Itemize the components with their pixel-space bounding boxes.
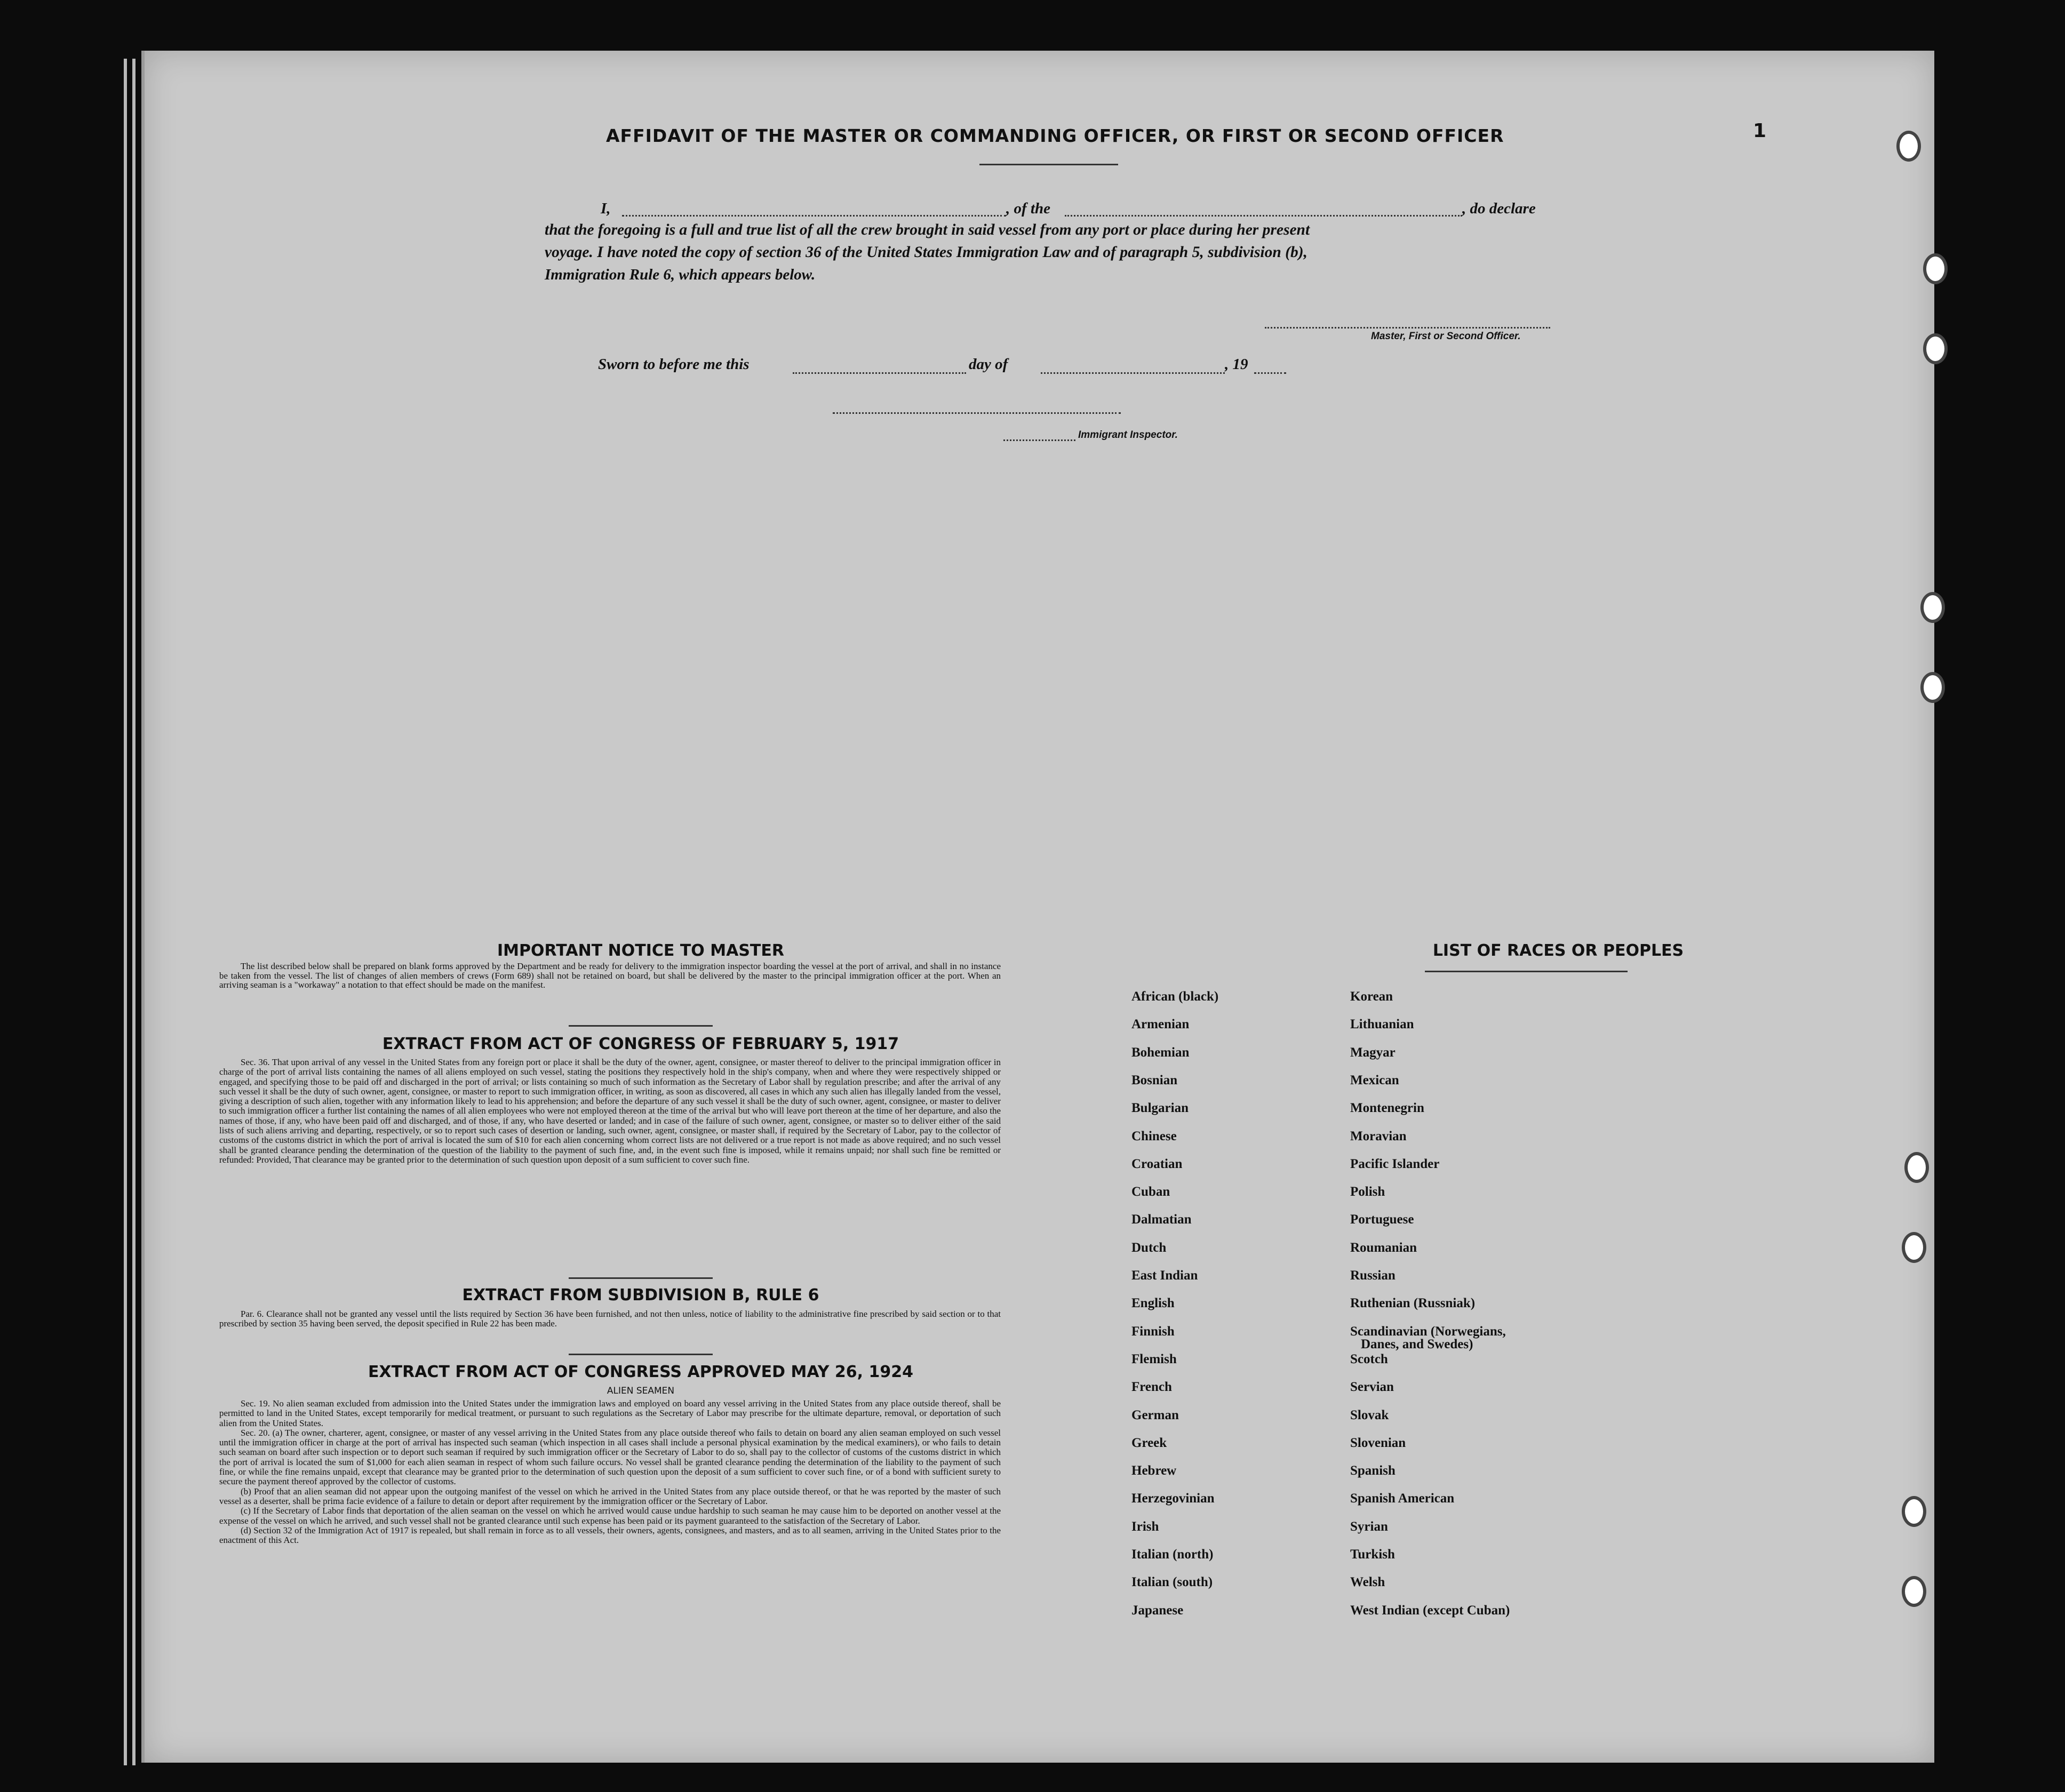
race-item: Scotch <box>1350 1351 1388 1366</box>
race-item: Pacific Islander <box>1350 1156 1440 1171</box>
document-page <box>141 51 1934 1763</box>
affidavit-line-4: Immigration Rule 6, which appears below. <box>545 266 816 283</box>
affidavit-line-2: that the foregoing is a full and true list of all the crew brought in said vessel from any port or place during her present <box>545 221 1310 238</box>
race-item: Japanese <box>1131 1603 1184 1618</box>
binder-hole <box>1920 592 1945 623</box>
year-label: , 19 <box>1225 356 1248 373</box>
race-item: Slovak <box>1350 1407 1389 1422</box>
race-item: Moravian <box>1350 1129 1407 1143</box>
month-blank <box>1041 372 1225 374</box>
race-item: Italian (north) <box>1131 1547 1214 1562</box>
binder-hole <box>1896 131 1921 162</box>
races-title-underline <box>1425 971 1628 972</box>
binder-hole <box>1902 1576 1926 1607</box>
race-item: Scandinavian (Norwegians, <box>1350 1324 1506 1339</box>
race-item: German <box>1131 1407 1179 1422</box>
race-item: Croatian <box>1131 1156 1183 1171</box>
binder-hole <box>1923 253 1948 284</box>
inspector-name-blank <box>1003 439 1075 441</box>
race-item: Montenegrin <box>1350 1101 1424 1116</box>
race-item: African (black) <box>1131 989 1219 1004</box>
divider <box>569 1354 713 1355</box>
affidavit-title: AFFIDAVIT OF THE MASTER OR COMMANDING OFFICER, OR FIRST OR SECOND OFFICER <box>606 125 1504 146</box>
race-item: Irish <box>1131 1519 1159 1534</box>
master-signature-line <box>1265 327 1550 329</box>
race-item: Bosnian <box>1131 1073 1178 1087</box>
race-item: Bohemian <box>1131 1045 1190 1060</box>
inspector-signature-line <box>833 412 1121 414</box>
binder-hole <box>1902 1496 1926 1527</box>
race-item: Hebrew <box>1131 1463 1177 1478</box>
year-blank <box>1254 372 1286 374</box>
sworn-day-blank <box>793 372 966 374</box>
extract-1917-title: EXTRACT FROM ACT OF CONGRESS OF FEBRUARY 5, 1917 <box>382 1035 899 1053</box>
page-edge <box>124 59 127 1765</box>
affidavit-line-3: voyage. I have noted the copy of section 36 of the United States Immigration Law and of paragraph 5, subdivision (b), <box>545 244 1307 261</box>
race-item: Roumanian <box>1350 1240 1417 1255</box>
binder-hole <box>1920 672 1945 703</box>
affidavit-of-the: , of the <box>1006 200 1050 217</box>
day-of-label: day of <box>969 356 1008 373</box>
race-item: Korean <box>1350 989 1393 1004</box>
notice-text: The list described below shall be prepared on blank forms approved by the Department and be ready for delivery to the immigration inspector boarding the vessel at the port of arrival, and shall in no instance be taken from the vessel. The list of changes of alien members of crews (Form 689) shall not be retained on board, but shall be delivered by the master to the principal immigration officer at the port. When an arriving seaman is a "workaway" a notation to that effect should be made on the manifest. <box>219 961 1001 990</box>
race-item: Spanish American <box>1350 1491 1455 1506</box>
race-item: Portuguese <box>1350 1212 1414 1227</box>
race-item: East Indian <box>1131 1268 1198 1283</box>
race-item: French <box>1131 1380 1172 1395</box>
race-item: Herzegovinian <box>1131 1491 1215 1506</box>
extract-rule6-title: EXTRACT FROM SUBDIVISION B, RULE 6 <box>462 1286 819 1305</box>
race-item: Armenian <box>1131 1017 1190 1032</box>
affidavit-i: I, <box>601 200 611 217</box>
race-item: Danes, and Swedes) <box>1361 1337 1473 1351</box>
race-item: Welsh <box>1350 1575 1385 1590</box>
race-item: Dalmatian <box>1131 1212 1192 1227</box>
divider <box>569 1277 713 1279</box>
extract-1924-text: Sec. 19. No alien seaman excluded from admission into the United States under the immigration laws and employed on board any vessel arriving in the United States from any place outside thereof, shall be permitted to land in the United States, except temporarily for medical treatment, or pursuant to such regulations as the Secretary of Labor may prescribe for the ultimate departure, removal, or deportation of such alien from the United States. Sec. 20. (a) The owner, charterer, agent, consignee, or master of any vessel arriving in the United States from any place outside thereof who fails to detain on board any alien seaman employed on such vessel until the immigration officer in charge at the port of arrival has inspected such seaman (which inspection in all cases shall include a personal physical examination by the medical examiners), or who fails to detain such seaman on board after such inspection or to deport such seaman if required by such immigration officer or the Secretary of Labor to do so, shall pay to the collector of customs of the customs district in which the port of arrival is located the sum of $1,000 for each alien seaman in respect of whom such failure occurs. No vessel shall be granted clearance pending the determination of the liability to the payment of such fine, or while the fine remains unpaid, except that clearance may be granted prior to the determination of such question upon the deposit of a sum sufficient to cover such fine, or of a bond with sufficient surety to secure the payment thereof approved by the collector of customs. (b) Proof that an alien seaman did not appear upon the outgoing manifest of the vessel on which he arrived in the United States from any place outside thereof, or that he was reported by the master of such vessel as a deserter, shall be prima facie evidence of a failure to detain or deport after requirement by the immigration officer or the Secretary of Labor. (c) If the Secretary of Labor finds that deportation of the alien seaman on the vessel on which he arrived would cause undue hardship to such seaman he may cause him to be deported on another vessel at the expense of the vessel on which he arrived, and such vessel shall not be granted clearance until such expense has been paid or its payment guaranteed to the satisfaction of the Secretary of Labor. (d) Section 32 of the Immigration Act of 1917 is repealed, but shall remain in force as to all vessels, their owners, agents, consignees, and masters, and as to all seamen, arriving in the United States prior to the enactment of this Act. <box>219 1398 1001 1546</box>
binder-hole <box>1904 1152 1929 1183</box>
race-item: Cuban <box>1131 1185 1170 1199</box>
race-item: Lithuanian <box>1350 1017 1414 1032</box>
race-item: Servian <box>1350 1380 1394 1395</box>
race-item: Flemish <box>1131 1351 1177 1366</box>
binder-hole <box>1902 1232 1926 1263</box>
notice-title: IMPORTANT NOTICE TO MASTER <box>497 941 784 960</box>
extract-1917-text: Sec. 36. That upon arrival of any vessel in the United States from any foreign port or place it shall be the duty of the owner, agent, consignee, or master thereof to deliver to the principal immigration officer in charge of the port of arrival lists containing the names of all aliens employed on such vessel, stating the positions they respectively hold in the ship's company, when and where they were respectively shipped or engaged, and specifying those to be paid off and discharged in the port of arrival; or lists containing so much of such information as the Secretary of Labor shall by regulation prescribe; and after the arrival of any such vessel it shall be the duty of such owner, agent, consignee, or master to report to such immigration officer, in writing, as soon as discovered, all cases in which any such alien has illegally landed from the vessel, giving a description of such alien, together with any information likely to lead to his apprehension; and before the departure of any such vessel it shall be the duty of such owner, agent, consignee, or master to deliver to such immigration officer a further list containing the names of all alien employees who were not employed thereon at the time of the arrival but who will leave port thereon at the time of her departure, and also the names of those, if any, who have been paid off and discharged, and of those, if any, who have deserted or landed; and in case of the failure of such owner, agent, consignee, or master so to deliver either of the said lists of such aliens arriving and departing, respectively, or so to report such cases of desertion or landing, such owner, agent, consignee, or master shall, if required by the Secretary of Labor, pay to the collector of customs of the customs district in which the port of arrival is located the sum of $10 for each alien concerning whom correct lists are not delivered or a true report is not made as above required; and no such vessel shall be granted clearance pending the determination of the question of the liability to the payment of such fine, and, in the event such fine is imposed, while it remains unpaid; nor shall such fine be remitted or refunded: Provided, That clearance may be granted prior to the determination of such question upon deposit of a sum sufficient to cover such fine. <box>219 1057 1001 1165</box>
race-item: Finnish <box>1131 1324 1175 1339</box>
race-item: Greek <box>1131 1435 1167 1450</box>
race-item: West Indian (except Cuban) <box>1350 1603 1510 1618</box>
title-underline <box>979 164 1118 165</box>
page-edge <box>132 59 135 1765</box>
race-item: Slovenian <box>1350 1435 1406 1450</box>
race-item: Polish <box>1350 1185 1385 1199</box>
margin-mark: 1 <box>1753 120 1767 142</box>
race-item: Russian <box>1350 1268 1396 1283</box>
master-signature-label: Master, First or Second Officer. <box>1371 331 1521 342</box>
race-item: Dutch <box>1131 1240 1167 1255</box>
vessel-blank <box>1065 215 1462 217</box>
name-blank <box>622 215 1006 217</box>
race-item: Ruthenian (Russniak) <box>1350 1296 1476 1311</box>
race-item: Spanish <box>1350 1463 1396 1478</box>
race-item: Magyar <box>1350 1045 1396 1060</box>
divider <box>569 1025 713 1027</box>
race-item: Chinese <box>1131 1129 1177 1143</box>
binder-hole <box>1923 333 1948 364</box>
sworn-label: Sworn to before me this <box>598 356 750 373</box>
extract-1924-title: EXTRACT FROM ACT OF CONGRESS APPROVED MAY 26, 1924 <box>368 1363 913 1381</box>
races-title: LIST OF RACES OR PEOPLES <box>1432 941 1684 960</box>
extract-rule6-text: Par. 6. Clearance shall not be granted any vessel until the lists required by Section 36 have been furnished, and not then unless, notice of liability to the administrative fine prescribed by said section or to that prescribed by section 35 having been served, the deposit specified in Rule 22 has been made. <box>219 1309 1001 1329</box>
race-item: English <box>1131 1296 1175 1311</box>
race-item: Italian (south) <box>1131 1575 1213 1590</box>
race-item: Mexican <box>1350 1073 1399 1087</box>
affidavit-do-declare: , do declare <box>1462 200 1536 217</box>
race-item: Syrian <box>1350 1519 1388 1534</box>
extract-1924-subtitle: ALIEN SEAMEN <box>607 1386 675 1396</box>
race-item: Bulgarian <box>1131 1101 1189 1116</box>
inspector-label: Immigrant Inspector. <box>1078 429 1178 441</box>
race-item: Turkish <box>1350 1547 1395 1562</box>
